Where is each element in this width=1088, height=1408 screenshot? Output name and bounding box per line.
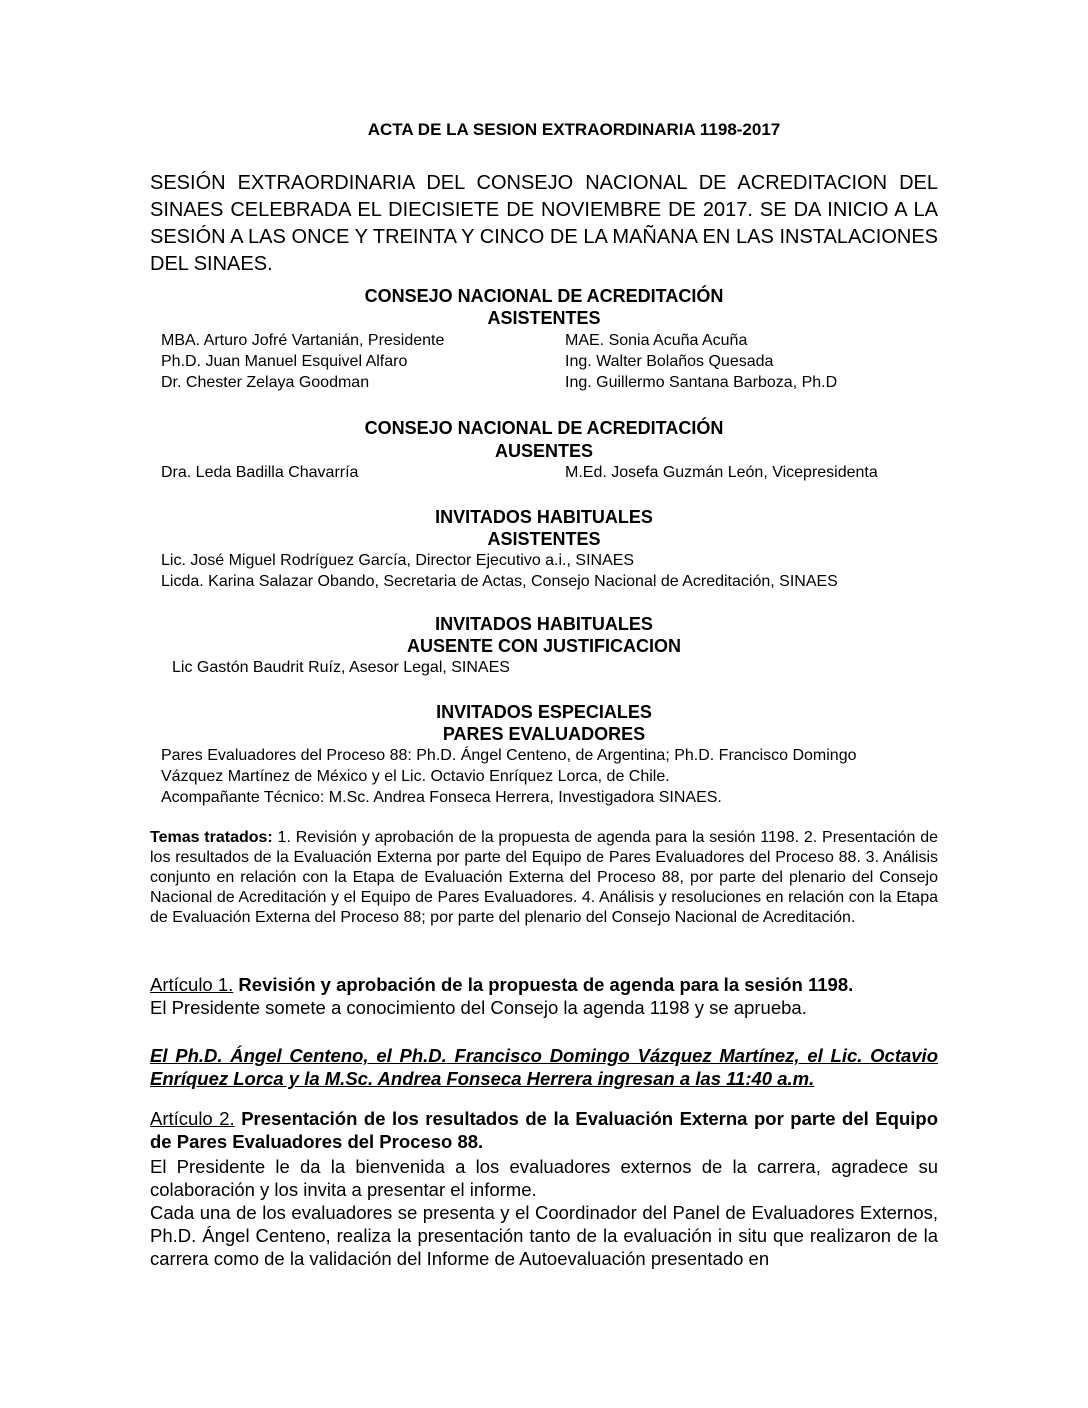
topics-text: 1. Revisión y aprobación de la propuesta de agenda para la sesión 1198. 2. Presentación de los resultados de la Evaluación Externa por parte del Equipo de Pares Evaluadores del Proceso 88. 3. Análisis conjunto en relación con la Etapa de Evaluación Externa del Proceso 88, por parte del plenario del Consejo Nacional de Acreditación y el Equipo de Pares Evaluadores. 4. Análisis y resoluciones en relación con la Etapa de Evaluación Externa del Proceso 88; por parte del plenario del Consejo Nacional de Acreditación. — [150, 829, 939, 926]
article-1-label: Artículo 1. — [150, 974, 234, 995]
consejo-ausentes-heading: CONSEJO NACIONAL DE ACREDITACIÓN — [364, 418, 724, 438]
guest-name: Lic Gastón Baudrit Ruíz, Asesor Legal, SINAES — [172, 659, 510, 676]
session-intro: SESIÓN EXTRAORDINARIA DEL CONSEJO NACIONAL DE ACREDITACION DEL SINAES CELEBRADA EL DIECISIETE DE NOVIEMBRE DE 2017. SE DA INICIO A LA SESIÓN A LAS ONCE Y TREINTA Y CINCO DE LA MAÑANA EN LAS INSTALACIONES DEL SINAES. — [150, 172, 938, 275]
article-2-paragraph-2: Cada una de los evaluadores se presenta y el Coordinador del Panel de Evaluadores Externos, Ph.D. Ángel Centeno, realiza la presentación tanto de la evaluación in situ que realizaron de la carrera como de la validación del Informe de Autoevaluación presentado en — [150, 1202, 938, 1269]
invitados-especiales-subheading: PARES EVALUADORES — [442, 724, 646, 744]
article-1-text: El Presidente somete a conocimiento del Consejo la agenda 1198 y se aprueba. — [150, 997, 807, 1018]
guest-name: Licda. Karina Salazar Obando, Secretaria de Actas, Consejo Nacional de Acreditación, SINAES — [161, 573, 838, 590]
article-1 — [150, 973, 938, 996]
topics-paragraph — [150, 828, 938, 928]
attendee-name: Ing. Walter Bolaños Quesada — [565, 353, 774, 370]
technical-companion-line: Acompañante Técnico: M.Sc. Andrea Fonseca Herrera, Investigadora SINAES. — [161, 789, 722, 806]
consejo-ausentes-subheading: AUSENTES — [494, 441, 593, 461]
attendee-name: Ph.D. Juan Manuel Esquivel Alfaro — [161, 353, 408, 370]
invitados-especiales-heading: INVITADOS ESPECIALES — [436, 702, 652, 722]
invitados-ausentes-subheading: AUSENTE CON JUSTIFICACION — [406, 636, 682, 656]
document-title: ACTA DE LA SESION EXTRAORDINARIA 1198-2017 — [367, 120, 781, 139]
consejo-asistentes-heading: CONSEJO NACIONAL DE ACREDITACIÓN — [364, 286, 724, 306]
consejo-asistentes-subheading: ASISTENTES — [487, 308, 601, 328]
attendee-name: Ing. Guillermo Santana Barboza, Ph.D — [565, 374, 838, 391]
article-2-heading: Presentación de los resultados de la Evaluación Externa por parte del Equipo de Pares Evaluadores del Proceso 88. — [150, 1108, 938, 1152]
invitados-asistentes-heading: INVITADOS HABITUALES — [435, 507, 653, 527]
topics-label: Temas tratados: — [150, 829, 273, 846]
evaluators-line: Pares Evaluadores del Proceso 88: Ph.D. Ángel Centeno, de Argentina; Ph.D. Francisco Domingo — [161, 747, 857, 764]
invitados-ausentes-heading: INVITADOS HABITUALES — [435, 614, 653, 634]
article-1-heading: Revisión y aprobación de la propuesta de agenda para la sesión 1198. — [233, 974, 854, 995]
article-2 — [150, 1107, 938, 1153]
absentee-name: M.Ed. Josefa Guzmán León, Vicepresidenta — [565, 464, 878, 481]
article-2-paragraph-1: El Presidente le da la bienvenida a los evaluadores externos de la carrera, agradece su colaboración y los invita a presentar el informe. — [150, 1156, 938, 1200]
evaluators-line: Vázquez Martínez de México y el Lic. Octavio Enríquez Lorca, de Chile. — [161, 768, 670, 785]
entry-notice: El Ph.D. Ángel Centeno, el Ph.D. Francisco Domingo Vázquez Martínez, el Lic. Octavio Enríquez Lorca y la M.Sc. Andrea Fonseca Herrera ingresan a las 11:40 a.m. — [150, 1045, 938, 1089]
absentee-name: Dra. Leda Badilla Chavarría — [161, 464, 359, 481]
guest-name: Lic. José Miguel Rodríguez García, Director Ejecutivo a.i., SINAES — [161, 552, 635, 569]
attendee-name: MBA. Arturo Jofré Vartanián, Presidente — [161, 332, 445, 349]
invitados-asistentes-subheading: ASISTENTES — [487, 529, 601, 549]
attendee-name: MAE. Sonia Acuña Acuña — [565, 332, 748, 349]
attendee-name: Dr. Chester Zelaya Goodman — [161, 374, 370, 391]
article-2-label: Artículo 2. — [150, 1108, 235, 1129]
